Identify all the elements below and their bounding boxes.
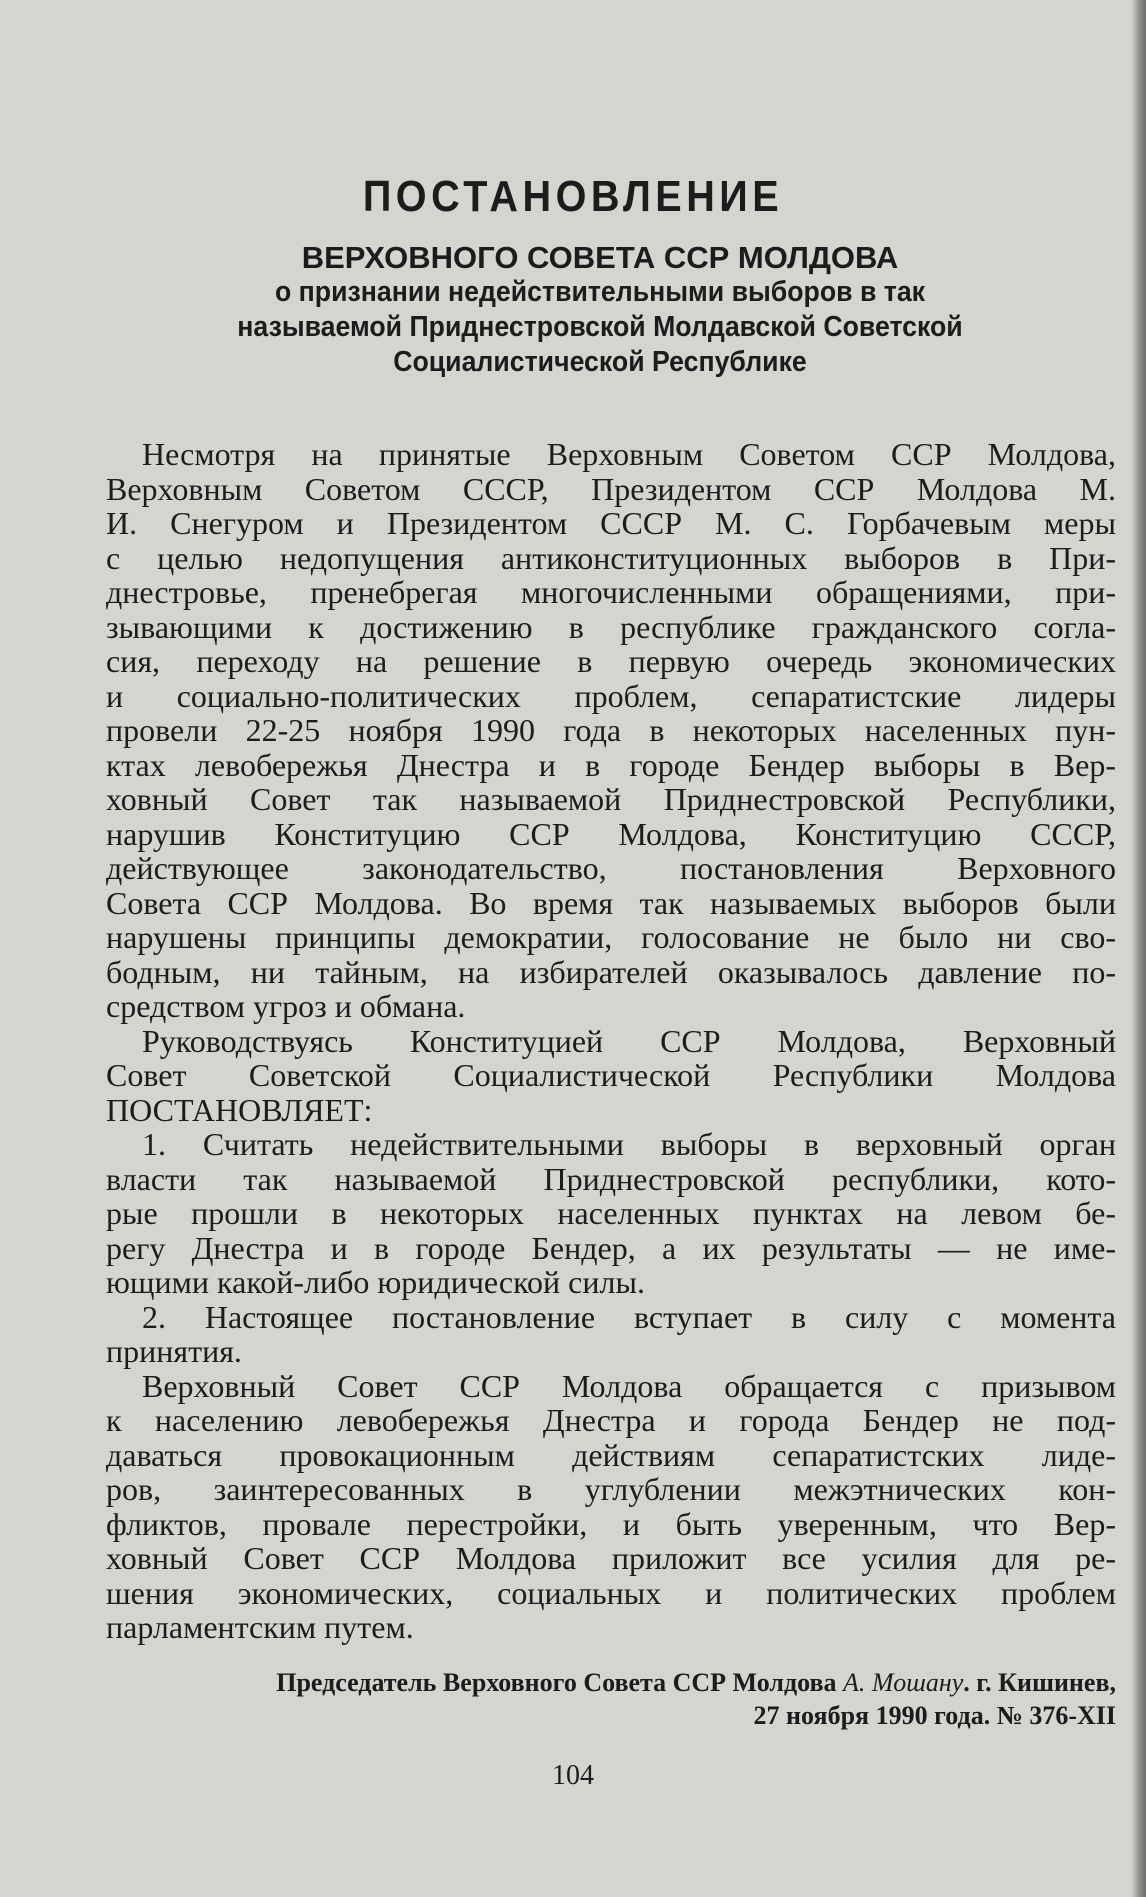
- text-line: зывающими к достижению в республике гражданского согла-: [106, 608, 1116, 645]
- paragraph: [106, 1024, 1116, 1128]
- text-line: Верховным Советом СССР, Президентом ССР Молдова М.: [106, 470, 1116, 507]
- text-line: Верховный Совет ССР Молдова обращается с призывом: [142, 1367, 1116, 1404]
- text-line: днестровье, пренебрегая многочисленными обращениями, при-: [106, 574, 1116, 610]
- document-body: [106, 437, 1116, 1645]
- text-line: шения экономических, социальных и политических проблем: [106, 1574, 1116, 1611]
- text-line: средством угроз и обмана.: [106, 988, 466, 1024]
- signature-role: Председатель Верховного Совета ССР Молдова: [276, 1668, 837, 1697]
- text-line: рые прошли в некоторых населенных пунктах на левом бе-: [106, 1195, 1116, 1231]
- text-line: бодным, ни тайным, на избирателей оказывалось давление по-: [106, 953, 1116, 990]
- text-line: сия, переходу на решение в первую очередь экономических: [106, 643, 1116, 679]
- subtitle-line: Социалистической Республике: [393, 346, 807, 378]
- text-line: нарушив Конституцию ССР Молдова, Конституцию СССР,: [106, 815, 1116, 852]
- text-line: 2. Настоящее постановление вступает в силу с момента: [142, 1298, 1116, 1335]
- text-line: даваться провокационным действиям сепаратистских лиде-: [106, 1436, 1116, 1473]
- text-line: Несмотря на принятые Верховным Советом ССР Молдова,: [142, 436, 1116, 472]
- text-line: ховный Совет так называемой Приднестровской Республики,: [106, 781, 1116, 817]
- signature-place: . г. Кишинев,: [963, 1668, 1116, 1697]
- text-line: Руководствуясь Конституцией ССР Молдова, Верховный: [142, 1022, 1116, 1059]
- subtitle-line: о признании недействительными выборов в так: [274, 276, 926, 308]
- text-line: Совет Советской Социалистической Республики Молдова: [106, 1057, 1116, 1093]
- text-line: принятия.: [106, 1333, 242, 1369]
- text-line: 1. Считать недействительными выборы в верховный орган: [142, 1126, 1116, 1162]
- page-number: 104: [552, 1760, 594, 1791]
- paragraph: [106, 1127, 1116, 1300]
- text-line: Совета ССР Молдова. Во время так называемых выборов были: [106, 884, 1116, 921]
- text-line: ров, заинтересованных в углублении межэтнических кон-: [106, 1471, 1116, 1507]
- text-line: провели 22-25 ноября 1990 года в некоторых населенных пун-: [106, 712, 1116, 748]
- text-line: фликтов, провале перестройки, и быть уверенным, что Вер-: [106, 1505, 1116, 1542]
- page-edge-shadow: [1132, 0, 1146, 1897]
- text-line: власти так называемой Приднестровской республики, кото-: [106, 1160, 1116, 1197]
- text-line: нарушены принципы демократии, голосование не было ни сво-: [106, 919, 1116, 955]
- paragraph: [106, 1369, 1116, 1645]
- text-line: к населению левобережья Днестра и города Бендер не под-: [106, 1402, 1116, 1438]
- text-line: парламентским путем.: [106, 1609, 414, 1645]
- text-line: и социально-политических проблем, сепаратистские лидеры: [106, 677, 1116, 714]
- signature-date: 27 ноября 1990 года. № 376-XII: [753, 1701, 1116, 1730]
- paragraph: [106, 1300, 1116, 1369]
- document-subtitle: [100, 240, 1100, 380]
- text-line: с целью недопущения антиконституционных выборов в При-: [106, 539, 1116, 576]
- text-line: ПОСТАНОВЛЯЕТ:: [106, 1091, 373, 1128]
- text-line: ющими какой-либо юридической силы.: [106, 1264, 645, 1300]
- text-line: ховный Совет ССР Молдова приложит все усилия для ре-: [106, 1540, 1116, 1576]
- signature-name: А. Мошану: [843, 1668, 964, 1697]
- document-title: ПОСТАНОВЛЕНИЕ: [362, 172, 784, 221]
- text-line: ктах левобережья Днестра и в городе Бендер выборы в Вер-: [106, 746, 1116, 783]
- signature-block: [120, 1666, 1116, 1732]
- text-line: И. Снегуром и Президентом СССР М. С. Горбачевым меры: [106, 505, 1116, 541]
- subtitle-line: ВЕРХОВНОГО СОВЕТА ССР МОЛДОВА: [301, 240, 899, 275]
- text-line: регу Днестра и в городе Бендер, а их результаты — не име-: [106, 1229, 1116, 1266]
- paragraph: [106, 437, 1116, 1024]
- text-line: действующее законодательство, постановления Верховного: [106, 850, 1116, 886]
- subtitle-line: называемой Приднестровской Молдавской Советской: [237, 311, 963, 343]
